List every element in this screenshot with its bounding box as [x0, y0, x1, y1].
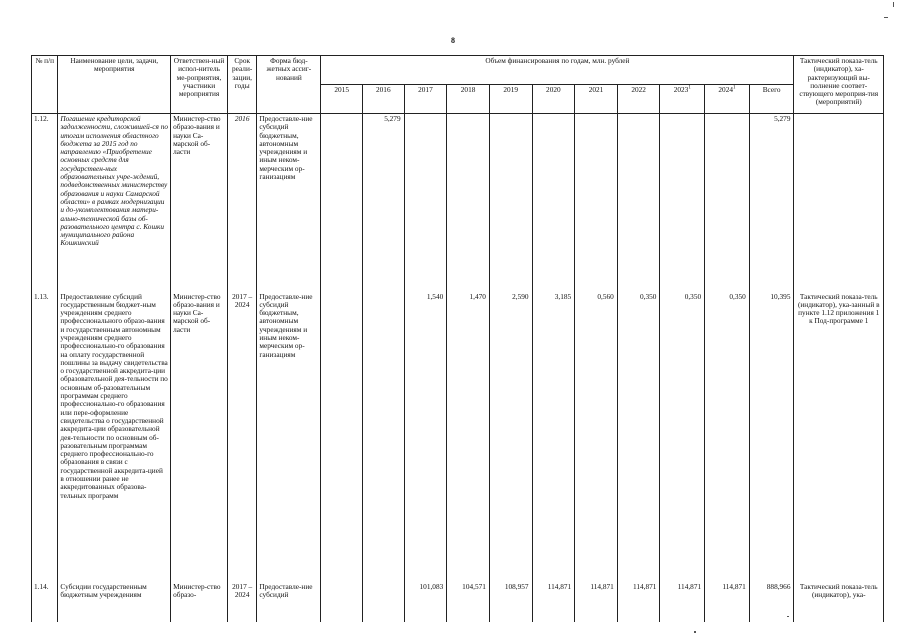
row-value	[489, 114, 532, 292]
header-term: Срок реали-зации, годы	[227, 56, 256, 114]
row-term: 2016	[227, 114, 256, 292]
row-term: 2017 – 2024	[227, 292, 256, 582]
row-value: 5,279	[362, 114, 404, 292]
row-num: 1.13.	[32, 292, 58, 582]
row-value	[404, 114, 447, 292]
header-year: 2017	[404, 85, 447, 114]
row-value: 104,571	[447, 582, 490, 622]
row-total: 10,395	[749, 292, 794, 582]
row-num: 1.12.	[32, 114, 58, 292]
row-value	[362, 292, 404, 582]
header-year: 2016	[362, 85, 404, 114]
row-indicator: Тактический показа-тель (индикатор), ука-занный в пункте 1.12 приложения 1 к Под-программе 1	[794, 292, 884, 582]
row-value	[575, 114, 618, 292]
row-name: Субсидии государственным бюджетным учреждениям	[58, 582, 171, 622]
row-value: 114,871	[532, 582, 575, 622]
scan-speck	[884, 17, 888, 18]
row-name: Погашение кредиторской задолженности, сложившей-ся по итогам исполнения областного бюджета за 2015 год по направлению «Приобретение основных средств для государствен-ных образовательных учре-ждений, подведомственных министерству образования и науки Самарской области» в рамках модернизации и до-укомплектования матери-ально-технической базы об-разовательного центра с. Кошки муниципального района Кошкинский	[58, 114, 171, 292]
row-value: 3,185	[532, 292, 575, 582]
row-total: 888,966	[749, 582, 794, 622]
row-value	[321, 582, 363, 622]
row-value	[321, 114, 363, 292]
row-num: 1.14.	[32, 582, 58, 622]
row-value: 114,871	[617, 582, 660, 622]
row-value: 0,350	[705, 292, 750, 582]
header-year: 2018	[447, 85, 490, 114]
row-value: 114,871	[660, 582, 705, 622]
row-value	[362, 582, 404, 622]
finance-table	[31, 55, 884, 622]
row-value: 101,083	[404, 582, 447, 622]
header-finance: Объем финансирования по годам, млн. рублей	[321, 56, 794, 85]
row-name: Предоставление субсидий государственным бюджет-ным учреждениям среднего профессионального образо-вания и государственным автономным учреждениям среднего профессионально-го образования на оплату государственной пошлины за выдачу свидетельства о государственной аккредита-ции образовательной дея-тельности по основным об-разовательным программам среднего профессионально-го образования или пере-оформление свидетельства о государственной аккредита-ции образовательной дея-тельности по основным об-разовательным программам среднего профессионально-го образования в связи с государственной аккредита-цией в отношении ранее не аккредитованных образова-тельных программ	[58, 292, 171, 582]
row-value	[532, 114, 575, 292]
table-row	[32, 114, 884, 292]
scan-speck	[694, 631, 696, 633]
row-value: 1,540	[404, 292, 447, 582]
row-value	[705, 114, 750, 292]
row-value: 2,590	[489, 292, 532, 582]
row-value	[447, 114, 490, 292]
header-name: Наименование цели, задачи, мероприятия	[58, 56, 171, 114]
page-number: 8	[451, 36, 455, 45]
scan-speck	[893, 2, 894, 7]
header-year: 2020	[532, 85, 575, 114]
row-value: 108,957	[489, 582, 532, 622]
header-year: 2015	[321, 85, 363, 114]
header-year: 2023$^1$	[660, 85, 705, 114]
row-form: Предоставле-ние субсидий бюджетным, автономным учреждениям и иным неком-мерческим ор-ганизациям	[257, 292, 321, 582]
header-responsible: Ответствен-ный испол-нитель ме-роприятия, участники мероприятия	[171, 56, 228, 114]
row-value: 114,871	[705, 582, 750, 622]
header-form: Форма бюд-жетных ассиг-нований	[257, 56, 321, 114]
row-responsible: Министер-ство образо-	[171, 582, 228, 622]
table-row	[32, 292, 884, 582]
header-year: 2019	[489, 85, 532, 114]
table-row	[32, 582, 884, 622]
header-num: № п/п	[32, 56, 58, 114]
row-total: 5,279	[749, 114, 794, 292]
header-total: Всего	[749, 85, 794, 114]
row-responsible: Министер-ство образо-вания и науки Са-марской об-ласти	[171, 114, 228, 292]
row-value: 114,871	[575, 582, 618, 622]
header-year: 2024$^1$	[705, 85, 750, 114]
row-value	[660, 114, 705, 292]
header-year: 2021	[575, 85, 618, 114]
row-value: 0,350	[660, 292, 705, 582]
row-value: 0,560	[575, 292, 618, 582]
row-term: 2017 – 2024	[227, 582, 256, 622]
row-indicator	[794, 114, 884, 292]
row-responsible: Министер-ство образо-вания и науки Са-марской об-ласти	[171, 292, 228, 582]
row-value: 0,350	[617, 292, 660, 582]
row-form: Предоставле-ние субсидий	[257, 582, 321, 622]
header-indicator: Тактический показа-тель (индикатор), ха-рактеризующий вы-полнение соответ-ствующего мероприя-тия (мероприятий)	[794, 56, 884, 114]
row-value	[617, 114, 660, 292]
row-value	[321, 292, 363, 582]
row-indicator: Тактический показа-тель (индикатор), ука-	[794, 582, 884, 622]
row-value: 1,470	[447, 292, 490, 582]
row-form: Предоставле-ние субсидий бюджетным, автономным учреждениям и иным неком-мерческим ор-ганизациям	[257, 114, 321, 292]
header-year: 2022	[617, 85, 660, 114]
